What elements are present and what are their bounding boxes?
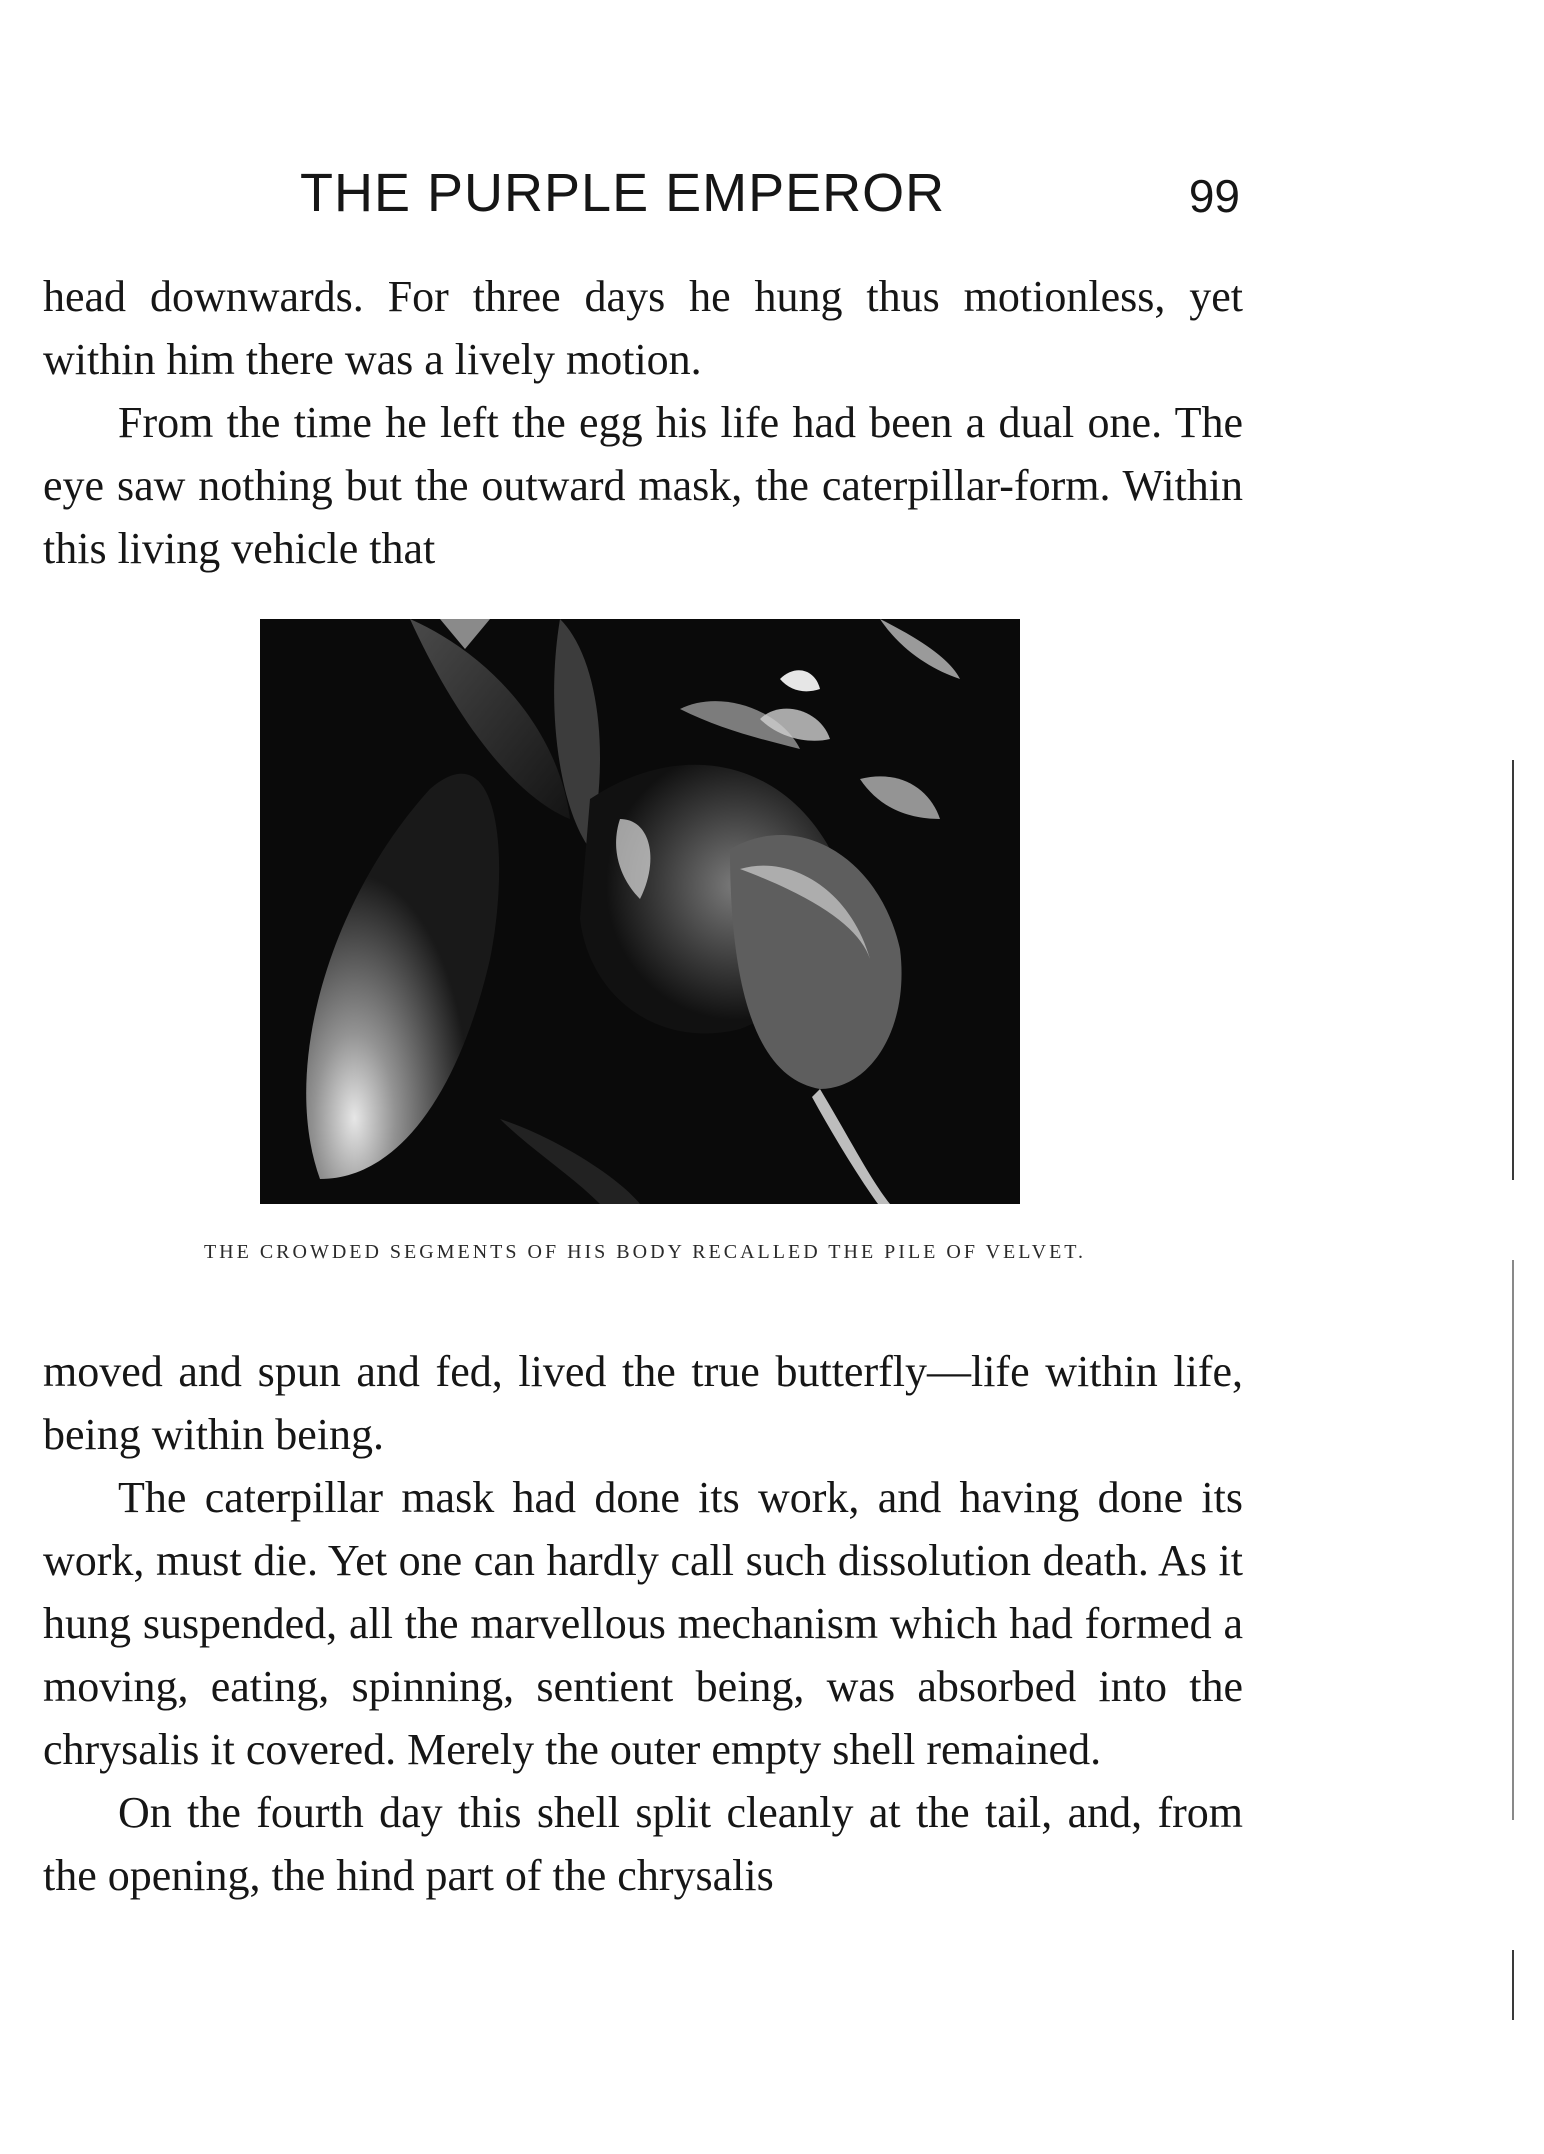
text-block-bottom [43, 1340, 1243, 1907]
scan-edge-mark [1512, 1950, 1514, 2020]
paragraph: On the fourth day this shell split cleanly at the tail, and, from the opening, the hind part of the chrysalis [43, 1788, 1243, 1900]
paragraph: From the time he left the egg his life had been a dual one. The eye saw nothing but the outward mask, the caterpillar-form. Within this living vehicle that [43, 398, 1243, 573]
paragraph: head downwards. For three days he hung thus motionless, yet within him there was a lively motion. [43, 272, 1243, 384]
running-title: THE PURPLE EMPEROR [300, 163, 946, 223]
photograph-caterpillar-on-leaves [260, 619, 1020, 1204]
running-head [300, 158, 1240, 228]
text-block-top [43, 265, 1243, 580]
scan-edge-mark [1512, 760, 1514, 1180]
scan-edge-mark [1512, 1260, 1514, 1820]
figure-caption: THE CROWDED SEGMENTS OF HIS BODY RECALLED THE PILE OF VELVET. [203, 1241, 1087, 1263]
paragraph: The caterpillar mask had done its work, and having done its work, must die. Yet one can hardly call such dissolution death. As it hung suspended, all the marvellous mechanism which had formed a moving, eating, spinning, sentient being, was absorbed into the chrysalis it covered. Merely the outer empty shell remained. [43, 1473, 1243, 1774]
page-number: 99 [1188, 170, 1240, 222]
photograph-plate [260, 619, 1020, 1204]
paragraph: moved and spun and fed, lived the true butterfly—life within life, being within being. [43, 1347, 1243, 1459]
